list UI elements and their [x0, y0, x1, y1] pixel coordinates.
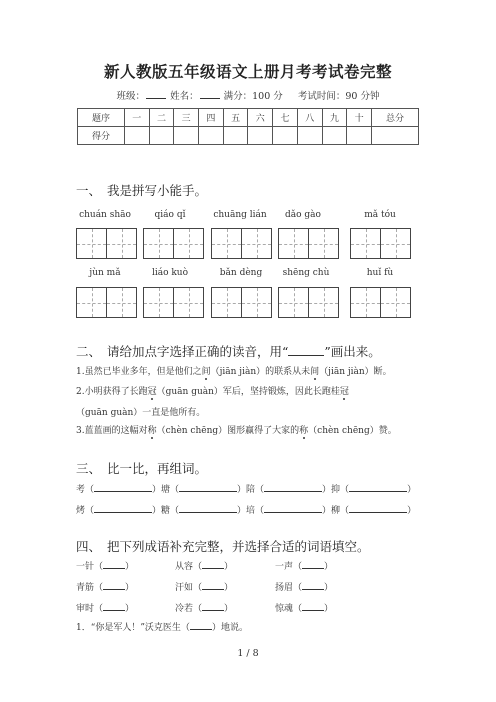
answer-blank[interactable] [179, 503, 237, 513]
fill-in-question [76, 620, 248, 633]
score-table-score-row [78, 127, 419, 145]
text: ） [407, 485, 417, 495]
answer-blank[interactable] [202, 559, 224, 569]
pinyin-choice[interactable]: （jiān jiàn）断。 [319, 367, 392, 377]
score-cell: 八 [297, 109, 322, 127]
score-cell: 三 [174, 109, 199, 127]
writing-grid[interactable] [143, 228, 204, 259]
section-title: 把下列成语补充完整，并选择合适的词语填空。 [107, 539, 370, 554]
writing-grid[interactable] [211, 228, 272, 259]
pinyin-label: shēng chù [282, 268, 330, 278]
name-blank [200, 89, 220, 99]
score-cell: 十 [347, 109, 372, 127]
section-number: 四、 [76, 539, 102, 554]
answer-blank[interactable] [302, 580, 324, 590]
score-input-cell[interactable] [199, 127, 224, 145]
page-number: 1 / 8 [237, 648, 259, 659]
text: ）糖（ [152, 506, 180, 516]
section-title: 请给加点字选择正确的读音，用“ [107, 344, 289, 359]
text: ） [125, 583, 135, 593]
pinyin-choice[interactable]: （chèn chēng）赞。 [308, 426, 397, 436]
idiom-item [175, 601, 233, 614]
text: 1．“你是军人！”沃克医生（ [76, 623, 190, 633]
answer-blank[interactable] [302, 601, 324, 611]
question-line [76, 384, 349, 397]
pinyin-label: jùn mǎ [89, 268, 121, 278]
text: 一声（ [275, 562, 303, 572]
question-line [76, 405, 205, 418]
full-score: 满分：100 分 [223, 91, 283, 102]
section-1-heading [76, 181, 207, 199]
text: ） [324, 604, 334, 614]
answer-blank[interactable] [264, 503, 322, 513]
text: 惊魂（ [275, 604, 303, 614]
idiom-item [275, 559, 333, 572]
text: 2.小明获得了长跑 [76, 387, 148, 397]
pinyin-label: mǎ tóu [364, 210, 396, 220]
score-input-cell[interactable] [248, 127, 273, 145]
answer-blank[interactable] [264, 482, 322, 492]
text: ） [324, 562, 334, 572]
score-cell: 题序 [78, 109, 125, 127]
score-cell: 七 [273, 109, 298, 127]
dotted-char: 冠 [339, 387, 349, 397]
underline-sample [288, 346, 324, 356]
score-cell: 总分 [371, 109, 418, 127]
section-number: 二、 [76, 344, 102, 359]
writing-grid[interactable] [76, 287, 137, 318]
text: ）塘（ [152, 485, 180, 495]
score-table [77, 108, 419, 145]
score-input-cell[interactable] [149, 127, 174, 145]
score-input-cell[interactable] [124, 127, 149, 145]
writing-grid[interactable] [143, 287, 204, 318]
writing-grid[interactable] [76, 228, 137, 259]
writing-grid[interactable] [278, 228, 339, 259]
pinyin-choice[interactable]: （guān guàn）军后，坚持锻炼，因此长跑桂 [156, 387, 340, 397]
text: ）地说。 [211, 623, 248, 633]
text: 从容（ [175, 562, 203, 572]
text: 扬眉（ [275, 583, 303, 593]
pinyin-choice[interactable]: （chèn chēng）图形赢得了大家的 [156, 426, 300, 436]
text: 一针（ [76, 562, 104, 572]
pinyin-choice[interactable]: （guān guàn）一直是他所有。 [76, 408, 206, 418]
pinyin-choice[interactable]: （jiān jiàn）的联系从未 [210, 367, 311, 377]
question-line [76, 364, 392, 377]
idiom-item [76, 559, 134, 572]
score-input-cell[interactable] [174, 127, 199, 145]
idiom-item [175, 559, 233, 572]
pinyin-label: chuāng lián [213, 210, 267, 220]
page-title: 新人教版五年级语文上册月考考试卷完整 [103, 62, 392, 81]
text: ）柳（ [322, 506, 350, 516]
exam-time: 考试时间：90 分钟 [297, 91, 380, 102]
section-title: 比一比，再组词。 [107, 461, 208, 476]
section-number: 一、 [76, 183, 102, 198]
section-4-heading [76, 537, 370, 555]
dotted-char: 称 [147, 426, 157, 436]
text: ） [125, 604, 135, 614]
answer-blank[interactable] [202, 580, 224, 590]
score-cell: 五 [223, 109, 248, 127]
question-line [76, 423, 397, 436]
answer-blank[interactable] [349, 503, 407, 513]
exam-info [0, 88, 496, 102]
text: 青筋（ [76, 583, 104, 593]
text: ） [224, 604, 234, 614]
answer-blank[interactable] [103, 580, 125, 590]
section-3-heading [76, 459, 207, 477]
score-input-cell[interactable] [273, 127, 298, 145]
dotted-char: 间 [201, 367, 211, 377]
word-group-row [76, 503, 416, 516]
text: 汗如（ [175, 583, 203, 593]
pinyin-label: bǎn dèng [219, 268, 263, 278]
section-title-end: ”画出来。 [324, 344, 381, 359]
text: 烤（ [76, 506, 95, 516]
text: 1.虽然已毕业多年，但是他们之 [76, 367, 202, 377]
pinyin-label: dǎo gào [285, 210, 321, 220]
writing-grid[interactable] [278, 287, 339, 318]
text: ） [324, 583, 334, 593]
answer-blank[interactable] [179, 482, 237, 492]
score-cell: 得分 [78, 127, 125, 145]
name-label: 姓名： [170, 91, 199, 102]
answer-blank[interactable] [349, 482, 407, 492]
class-label: 班级： [116, 91, 146, 102]
text: 审时（ [76, 604, 104, 614]
writing-grid[interactable] [350, 228, 411, 259]
text: ） [224, 562, 234, 572]
answer-blank[interactable] [103, 601, 125, 611]
text: ）抑（ [322, 485, 350, 495]
pinyin-label: liáo kuò [151, 268, 189, 278]
score-cell: 六 [248, 109, 273, 127]
idiom-item [275, 601, 333, 614]
score-table-header-row [78, 109, 419, 127]
score-input-cell[interactable] [347, 127, 372, 145]
pinyin-label: chuán shāo [79, 210, 131, 220]
answer-blank[interactable] [302, 559, 324, 569]
text: ） [224, 583, 234, 593]
idiom-item [275, 580, 333, 593]
text: ）陪（ [237, 485, 265, 495]
text: 3.蓝蓝画的这幅对 [76, 426, 148, 436]
answer-blank[interactable] [202, 601, 224, 611]
pinyin-label: huǐ fù [366, 268, 394, 278]
score-cell: 九 [322, 109, 347, 127]
pinyin-label: qiáo qǐ [154, 210, 186, 220]
score-input-cell[interactable] [371, 127, 418, 145]
word-group-row [76, 482, 416, 495]
text: 冷若（ [175, 604, 203, 614]
score-input-cell[interactable] [322, 127, 347, 145]
idiom-item [76, 580, 134, 593]
score-input-cell[interactable] [297, 127, 322, 145]
writing-grid[interactable] [211, 287, 272, 318]
dotted-char: 冠 [147, 387, 157, 397]
score-cell: 四 [199, 109, 224, 127]
writing-grid[interactable] [350, 287, 411, 318]
text: ） [125, 562, 135, 572]
idiom-item [76, 601, 134, 614]
section-2-heading [76, 342, 381, 360]
answer-blank[interactable] [103, 559, 125, 569]
text: ） [407, 506, 417, 516]
score-cell: 一 [124, 109, 149, 127]
idiom-item [175, 580, 233, 593]
section-number: 三、 [76, 461, 102, 476]
answer-blank[interactable] [94, 482, 152, 492]
answer-blank[interactable] [190, 620, 212, 630]
text: 考（ [76, 485, 95, 495]
dotted-char: 称 [299, 426, 309, 436]
text: ）培（ [237, 506, 265, 516]
class-blank [146, 89, 166, 99]
dotted-char: 间 [310, 367, 320, 377]
score-cell: 二 [149, 109, 174, 127]
score-input-cell[interactable] [223, 127, 248, 145]
section-title: 我是拼写小能手。 [107, 183, 208, 198]
answer-blank[interactable] [94, 503, 152, 513]
